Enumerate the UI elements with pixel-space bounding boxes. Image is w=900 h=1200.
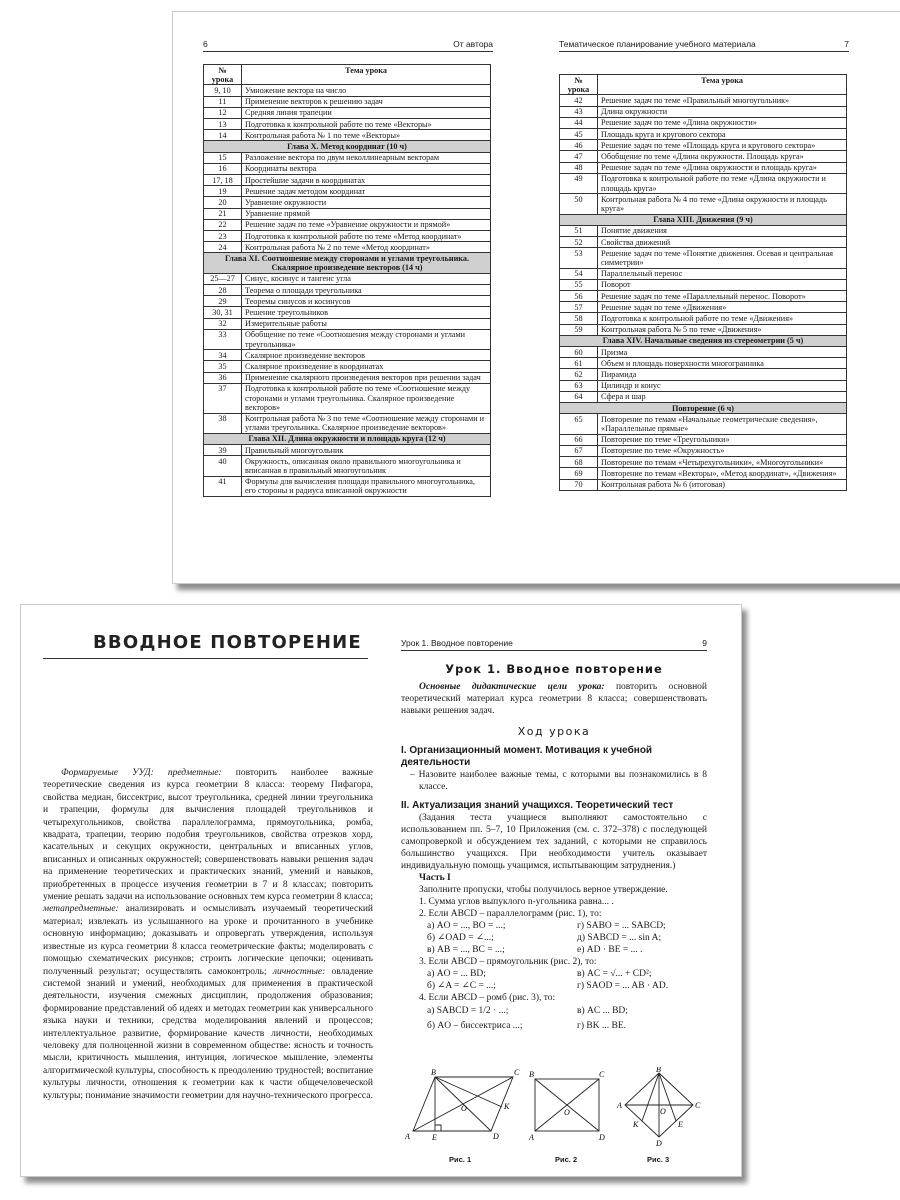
lesson-number: 60	[560, 347, 598, 358]
lesson-number: 20	[204, 197, 242, 208]
header-rule-left	[203, 51, 493, 52]
lesson-number: 32	[204, 318, 242, 329]
chapter-row	[204, 433, 491, 444]
lesson-row	[560, 162, 847, 173]
chapter-row	[204, 141, 491, 152]
lesson-number: 64	[560, 391, 598, 402]
lesson-topic: Скалярное произведение в координатах	[242, 361, 491, 372]
lesson-row	[204, 318, 491, 329]
lesson-number: 15	[204, 152, 242, 163]
option: а) AO = ..., BO = ...;	[427, 921, 506, 931]
chapter-row	[560, 403, 847, 414]
fig2-label-O: O	[564, 1108, 570, 1117]
lesson-number: 34	[204, 350, 242, 361]
lesson-topic: Призма	[598, 347, 847, 358]
lesson-number: 66	[560, 434, 598, 445]
title-rule	[43, 658, 368, 659]
uud-label-meta: метапредметные:	[43, 904, 119, 915]
fig1-label-K: K	[504, 1102, 510, 1111]
chapter-title: Глава XIII. Движения (9 ч)	[560, 214, 847, 225]
lesson-row	[204, 163, 491, 174]
option: в) AB = ..., BC = ...;	[427, 945, 505, 955]
lesson-row	[204, 273, 491, 284]
fig1-label-O: O	[461, 1104, 467, 1113]
fig3-label-E: E	[678, 1120, 683, 1129]
lesson-number: 46	[560, 140, 598, 151]
lesson-topic: Сфера и шар	[598, 391, 847, 402]
lesson-number: 52	[560, 237, 598, 248]
uud-label-subject: Формируемые УУД: предметные:	[61, 768, 222, 778]
lesson-topic: Решение задач по теме «Понятие движения. Осевая и центральная симметрии»	[598, 248, 847, 268]
item-3-options	[427, 968, 707, 992]
lesson-row	[204, 350, 491, 361]
lesson-number: 28	[204, 285, 242, 296]
lesson-number: 22	[204, 219, 242, 230]
lesson-number: 24	[204, 242, 242, 253]
lesson-row	[560, 347, 847, 358]
lesson-row	[204, 456, 491, 476]
lesson-row	[204, 285, 491, 296]
lesson-topic: Повторение по теме «Окружность»	[598, 445, 847, 456]
item-2-options	[427, 920, 707, 956]
fig2-label-B: B	[529, 1070, 534, 1079]
lesson-topic: Пирамида	[598, 369, 847, 380]
figures	[401, 1067, 707, 1167]
lesson-row	[204, 445, 491, 456]
lesson-row	[560, 369, 847, 380]
section-1-heading: I. Организационный момент. Мотивация к учебной деятельности	[401, 745, 653, 768]
lesson-number: 58	[560, 313, 598, 324]
lesson-row	[560, 151, 847, 162]
lesson-topic: Уравнение окружности	[242, 197, 491, 208]
fig-caption-3: Рис. 3	[647, 1155, 670, 1164]
lesson-row	[560, 445, 847, 456]
option: г) SABO = ... SABCD;	[577, 921, 666, 931]
lesson-row	[204, 186, 491, 197]
header-rule-bottom	[401, 650, 707, 651]
section-2-heading: II. Актуализация знаний учащихся. Теоретический тест	[401, 800, 674, 811]
lesson-row	[560, 414, 847, 434]
lesson-number: 19	[204, 186, 242, 197]
fig3-label-D: D	[656, 1139, 662, 1148]
lesson-topic: Решение задач по теме «Длина окружности»	[598, 117, 847, 128]
lesson-number: 55	[560, 279, 598, 290]
figure-2-rectangle	[535, 1079, 599, 1131]
fig3-label-C: C	[695, 1101, 701, 1110]
lesson-row	[560, 106, 847, 117]
lesson-row	[560, 194, 847, 214]
lesson-row	[560, 358, 847, 369]
lesson-topic: Разложение вектора по двум неколлинеарным векторам	[242, 152, 491, 163]
lesson-row	[560, 380, 847, 391]
lesson-topic: Решение задач по теме «Правильный многоугольник»	[598, 95, 847, 106]
lesson-topic: Формулы для вычисления площади правильного многоугольника, его стороны и радиуса вписанной окружности	[242, 476, 491, 496]
lesson-number: 23	[204, 231, 242, 242]
chapter-row	[204, 253, 491, 273]
page-number-9: 9	[702, 638, 707, 648]
lesson-number: 51	[560, 225, 598, 236]
item-3: 3. Если ABCD – прямоугольник (рис. 2), то:	[419, 957, 597, 967]
lesson-topic: Применение векторов к решению задач	[242, 96, 491, 107]
lesson-number: 69	[560, 468, 598, 479]
option: б) AO – биссектриса ...;	[427, 1021, 523, 1031]
lesson-row	[204, 85, 491, 96]
lesson-topic: Обобщение по теме «Соотношения между сторонами и углами треугольника»	[242, 329, 491, 349]
fig-caption-1: Рис. 1	[449, 1155, 472, 1164]
lesson-row	[560, 237, 847, 248]
lesson-number: 9, 10	[204, 85, 242, 96]
col-header-topic: Тема урока	[242, 65, 491, 85]
lesson-topic: Понятие движения	[598, 225, 847, 236]
lesson-topic: Применение скалярного произведения векторов при решении задач	[242, 372, 491, 383]
right-page-header-bottom	[401, 638, 707, 648]
lesson-row	[560, 324, 847, 335]
lesson-row	[204, 361, 491, 372]
fig-caption-2: Рис. 2	[555, 1155, 578, 1164]
lesson-number: 54	[560, 268, 598, 279]
lesson-number: 70	[560, 479, 598, 490]
running-head-right: Тематическое планирование учебного материала	[559, 39, 756, 49]
left-page-header	[203, 39, 493, 49]
lesson-row	[204, 107, 491, 118]
lesson-number: 47	[560, 151, 598, 162]
section-2-text: (Задания теста учащиеся выполняют самостоятельно с использованием пп. 5–7, 10 Приложения (см. с. 372–378) с последующей самопроверкой и обсуждением тех заданий, с которыми не справилось большинство учащихся. При необходимости учитель оказывает индивидуальную помощь учащимся, испытывающим затруднения.)	[401, 813, 707, 871]
lesson-topic: Уравнение прямой	[242, 208, 491, 219]
lesson-number: 57	[560, 302, 598, 313]
section-1-text: – Назовите наиболее важные темы, с которыми вы познакомились в 8 классе.	[410, 770, 707, 792]
lesson-number: 65	[560, 414, 598, 434]
lesson-topic: Средняя линия трапеции	[242, 107, 491, 118]
lesson-topic: Контрольная работа № 3 по теме «Соотношение между сторонами и углами треугольника. Скалярное произведение векторов»	[242, 413, 491, 433]
fig1-label-C: C	[514, 1068, 520, 1077]
running-head-left: От автора	[453, 39, 493, 49]
fig3-label-B: B	[656, 1067, 661, 1074]
lesson-row	[204, 383, 491, 413]
lesson-topic: Контрольная работа № 4 по теме «Длина окружности и площадь круга»	[598, 194, 847, 214]
fig3-label-K: K	[633, 1120, 639, 1129]
lesson-topic: Решение задач по теме «Параллельный перенос. Поворот»	[598, 291, 847, 302]
lesson-column	[401, 661, 707, 1034]
lesson-topic: Решение задач по теме «Площадь круга и кругового сектора»	[598, 140, 847, 151]
lesson-row	[204, 130, 491, 141]
lesson-number: 53	[560, 248, 598, 268]
lesson-topic: Синус, косинус и тангенс угла	[242, 273, 491, 284]
fig1-label-D: D	[493, 1132, 499, 1141]
lesson-topic: Обобщение по теме «Длина окружности. Площадь круга»	[598, 151, 847, 162]
lesson-topic: Решение задач по теме «Длина окружности и площадь круга»	[598, 162, 847, 173]
lesson-row	[560, 225, 847, 236]
fig3-label-O: O	[660, 1107, 666, 1116]
fig2-label-A: A	[529, 1133, 534, 1142]
instruction: Заполните пропуски, чтобы получилось верное утверждение.	[419, 885, 668, 895]
option: б) ∠OAD = ∠...;	[427, 933, 494, 943]
chapter-title: Глава XII. Длина окружности и площадь круга (12 ч)	[204, 433, 491, 444]
lesson-number: 33	[204, 329, 242, 349]
lesson-topic: Подготовка к контрольной работе по теме «Метод координат»	[242, 231, 491, 242]
lesson-row	[560, 313, 847, 324]
lesson-number: 13	[204, 119, 242, 130]
lesson-number: 40	[204, 456, 242, 476]
lesson-number: 43	[560, 106, 598, 117]
option: е) AD · BE = ... .	[577, 945, 643, 955]
lesson-topic: Окружность, описанная около правильного многоугольника и вписанная в правильный многоугольник	[242, 456, 491, 476]
lesson-topic: Правильный многоугольник	[242, 445, 491, 456]
lesson-row	[204, 96, 491, 107]
uud-text-subject: повторить наиболее важные теоретические сведения из курса геометрии 8 класса: теорему Пифагора, свойства медиан, биссектрис, высот треугольника, средней линии треугольника и трапеции, формулы для вычисления площадей треугольников и четырехугольников, свойства параллелограмма, прямоугольника, ромба, квадрата, трапеции, теорию подобия треугольников, свойства отрезков хорд, касательных и секущих окружности, центральных и вписанных углов, вписанных и описанных окружностей; совершенствовать навыки решения задач на применение теоретических и практических знаний, умений и навыков, приобретенных в процессе изучения геометрии в 7 и 8 классах; повторить умение решать задачи на использование основных тем курса геометрии 8 класса;	[43, 768, 373, 903]
lesson-row	[560, 173, 847, 193]
lesson-row	[560, 302, 847, 313]
item-4: 4. Если ABCD – ромб (рис. 3), то:	[419, 993, 556, 1003]
lesson-topic: Координаты вектора	[242, 163, 491, 174]
lesson-row	[204, 208, 491, 219]
lesson-row	[560, 268, 847, 279]
course-heading: Ход урока	[517, 725, 591, 738]
item-4-options	[427, 1004, 707, 1034]
lesson-topic: Площадь круга и кругового сектора	[598, 129, 847, 140]
lesson-number: 50	[560, 194, 598, 214]
lesson-row	[560, 434, 847, 445]
lesson-number: 30, 31	[204, 307, 242, 318]
lesson-row	[204, 175, 491, 186]
page-number-right: 7	[844, 39, 849, 49]
chapter-row	[560, 214, 847, 225]
lesson-topic: Повторение по темам «Четырехугольники», «Многоугольники»	[598, 457, 847, 468]
fig1-label-B: B	[431, 1068, 436, 1077]
bottom-spread	[20, 604, 742, 1177]
lesson-topic: Контрольная работа № 6 (итоговая)	[598, 479, 847, 490]
lesson-row	[560, 279, 847, 290]
fig3-label-A: A	[617, 1101, 622, 1110]
option: г) BK ... BE.	[577, 1021, 627, 1031]
lesson-row	[560, 129, 847, 140]
lesson-aims	[401, 681, 707, 717]
item-1: 1. Сумма углов выпуклого n-угольника равна... .	[419, 897, 614, 907]
lesson-row	[560, 391, 847, 402]
lesson-topic: Решение треугольников	[242, 307, 491, 318]
lesson-row	[204, 296, 491, 307]
lesson-topic: Подготовка к контрольной работе по теме «Соотношение между сторонами и углами треугольника. Скалярное произведение векторов»	[242, 383, 491, 413]
lesson-topic: Решение задач по теме «Движения»	[598, 302, 847, 313]
lesson-number: 16	[204, 163, 242, 174]
chapter-title: Повторение (6 ч)	[560, 403, 847, 414]
chapter-title: Глава XI. Соотношение между сторонами и углами треугольника. Скалярное произведение векторов (14 ч)	[204, 253, 491, 273]
lesson-topic: Повторение по теме «Треугольники»	[598, 434, 847, 445]
header-rule-right	[559, 51, 849, 52]
lesson-row	[204, 219, 491, 230]
lesson-number: 44	[560, 117, 598, 128]
option: б) ∠A = ∠C = ...;	[427, 981, 496, 991]
lesson-number: 59	[560, 324, 598, 335]
lesson-number: 35	[204, 361, 242, 372]
lesson-row	[560, 140, 847, 151]
uud-label-personal: личностные:	[272, 966, 326, 977]
lesson-number: 41	[204, 476, 242, 496]
lesson-row	[560, 468, 847, 479]
chapter-title: ВВОДНОЕ ПОВТОРЕНИЕ	[93, 632, 362, 653]
lesson-row	[560, 479, 847, 490]
lesson-row	[204, 242, 491, 253]
fig2-label-D: D	[599, 1133, 605, 1142]
lesson-topic: Теорема о площади треугольника	[242, 285, 491, 296]
lesson-number: 63	[560, 380, 598, 391]
lesson-number: 17, 18	[204, 175, 242, 186]
uud-paragraph	[43, 767, 373, 1102]
lesson-row	[204, 329, 491, 349]
lesson-row	[560, 457, 847, 468]
lesson-row	[204, 197, 491, 208]
option: в) AC ... BD;	[577, 1006, 628, 1016]
lesson-topic: Измерительные работы	[242, 318, 491, 329]
lesson-number: 68	[560, 457, 598, 468]
col-header-topic: Тема урока	[598, 75, 847, 95]
top-spread	[172, 11, 900, 584]
uud-text-personal: овладение системой знаний и умений, необходимых для применения в практической деятельности, изучения смежных дисциплин, продолжения образования; формирование представлений об идеях и методах геометрии как универсального языка науки и техники, средства моделирования явлений и процессов; интеллектуальное развитие, формирование качеств личности, необходимых человеку для полноценной жизни в современном обществе: ясность и точность мысли, критичность мышления, интуиция, логическое мышление, элементы алгоритмической культуры, способность к преодолению трудностей; воспитание культуры личности, отношения к геометрии как к части общечеловеческой культуры; понимание значимости геометрии для научно-технического прогресса.	[43, 966, 373, 1101]
lesson-topic: Параллельный перенос	[598, 268, 847, 279]
aims-label: Основные дидактические цели урока:	[419, 682, 605, 692]
option: а) AO = ... BD;	[427, 969, 486, 979]
lesson-topic: Контрольная работа № 5 по теме «Движения»	[598, 324, 847, 335]
lesson-topic: Повторение по темам «Векторы», «Метод координат», «Движения»	[598, 468, 847, 479]
lesson-topic: Контрольная работа № 1 по теме «Векторы»	[242, 130, 491, 141]
lesson-topic: Теоремы синусов и косинусов	[242, 296, 491, 307]
lesson-row	[560, 248, 847, 268]
lesson-number: 49	[560, 173, 598, 193]
lesson-number: 37	[204, 383, 242, 413]
plan-table-right	[559, 74, 847, 491]
lesson-topic: Простейшие задачи в координатах	[242, 175, 491, 186]
lesson-number: 36	[204, 372, 242, 383]
lesson-row	[560, 291, 847, 302]
lesson-topic: Цилиндр и конус	[598, 380, 847, 391]
geometry-figures	[401, 1067, 707, 1167]
lesson-number: 12	[204, 107, 242, 118]
lesson-row	[560, 95, 847, 106]
right-page-header	[559, 39, 849, 49]
fig2-label-C: C	[599, 1070, 605, 1079]
lesson-row	[204, 152, 491, 163]
lesson-topic: Поворот	[598, 279, 847, 290]
chapter-row	[560, 335, 847, 346]
lesson-topic: Умножение вектора на число	[242, 85, 491, 96]
lesson-number: 38	[204, 413, 242, 433]
running-head-lesson: Урок 1. Вводное повторение	[401, 638, 513, 648]
lesson-topic: Скалярное произведение векторов	[242, 350, 491, 361]
lesson-topic: Свойства движений	[598, 237, 847, 248]
chapter-title: Глава X. Метод координат (10 ч)	[204, 141, 491, 152]
col-header-num: № урока	[204, 65, 242, 85]
lesson-row	[204, 231, 491, 242]
lesson-topic: Объем и площадь поверхности многогранника	[598, 358, 847, 369]
plan-table-left	[203, 64, 491, 497]
chapter-title: Глава XIV. Начальные сведения из стереометрии (5 ч)	[560, 335, 847, 346]
lesson-topic: Решение задач методом координат	[242, 186, 491, 197]
lesson-number: 29	[204, 296, 242, 307]
aims-text: повторить основной теоретический материал курса геометрии 8 класса; совершенствовать навыки решения задач.	[401, 682, 707, 716]
lesson-number: 67	[560, 445, 598, 456]
lesson-topic: Подготовка к контрольной работе по теме «Длина окружности и площадь круга»	[598, 173, 847, 193]
lesson-topic: Подготовка к контрольной работе по теме «Движения»	[598, 313, 847, 324]
uud-text-meta: анализировать и осмысливать изучаемый теоретический материал; извлекать из услышанного на уроке и прочитанного в учебнике основную информацию; доказывать и опровергать утверждения, используя известные из курса геометрии 8 класса геометрические факты; моделировать с помощью схематических рисунков; строить логические цепочки; оценивать полученный результат; осуществлять самоконтроль;	[43, 904, 373, 977]
lesson-topic: Повторение по темам «Начальные геометрические сведения», «Параллельные прямые»	[598, 414, 847, 434]
lesson-number: 56	[560, 291, 598, 302]
lesson-row	[204, 413, 491, 433]
lesson-row	[204, 119, 491, 130]
lesson-row	[204, 307, 491, 318]
option: в) AC = √... + CD²;	[577, 969, 652, 979]
col-header-num: № урока	[560, 75, 598, 95]
lesson-number: 42	[560, 95, 598, 106]
lesson-topic: Решение задач по теме «Уравнение окружности и прямой»	[242, 219, 491, 230]
option: а) SABCD = 1/2 · ...;	[427, 1006, 509, 1016]
lesson-topic: Подготовка к контрольной работе по теме «Векторы»	[242, 119, 491, 130]
lesson-number: 21	[204, 208, 242, 219]
lesson-row	[560, 117, 847, 128]
lesson-row	[204, 476, 491, 496]
option: д) SABCD = ... sin A;	[577, 933, 662, 943]
part-label: Часть I	[419, 873, 451, 883]
lesson-number: 39	[204, 445, 242, 456]
lesson-number: 62	[560, 369, 598, 380]
lesson-number: 25—27	[204, 273, 242, 284]
lesson-number: 11	[204, 96, 242, 107]
lesson-number: 48	[560, 162, 598, 173]
lesson-topic: Длина окружности	[598, 106, 847, 117]
fig1-label-E: E	[432, 1133, 437, 1142]
fig1-label-A: A	[405, 1132, 410, 1141]
item-2: 2. Если ABCD – параллелограмм (рис. 1), то:	[419, 909, 602, 919]
lesson-title: Урок 1. Вводное повторение	[445, 662, 663, 676]
page-number-left: 6	[203, 39, 208, 49]
lesson-number: 61	[560, 358, 598, 369]
lesson-row	[204, 372, 491, 383]
lesson-topic: Контрольная работа № 2 по теме «Метод координат»	[242, 242, 491, 253]
lesson-number: 14	[204, 130, 242, 141]
option: г) SAOD = ... AB · AD.	[577, 981, 669, 991]
lesson-number: 45	[560, 129, 598, 140]
